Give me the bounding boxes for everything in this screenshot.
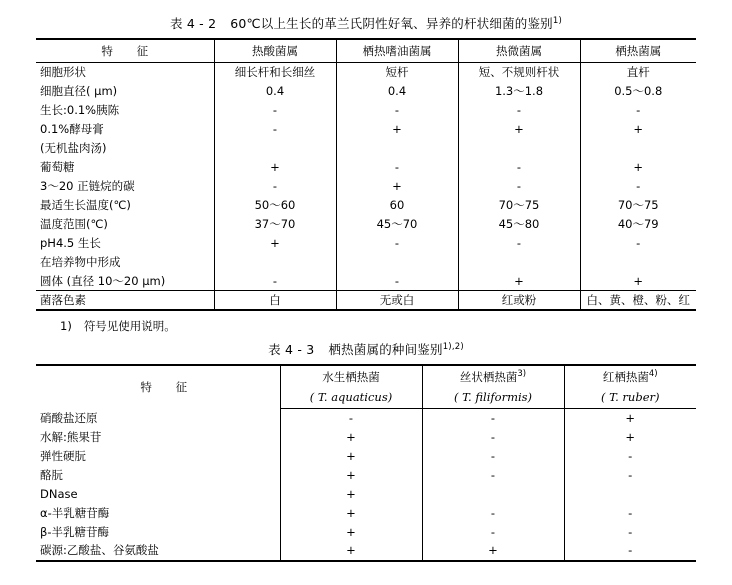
row-feature: 硝酸盐还原	[40, 410, 98, 425]
row-value: -	[336, 158, 458, 177]
table-row	[36, 291, 696, 310]
row-value: -	[280, 409, 422, 428]
row-value: +	[458, 120, 580, 139]
table-4-2-footnote	[60, 318, 176, 334]
row-value: 45～80	[458, 215, 580, 234]
table-4-2-caption-number: 表 4 - 2	[169, 16, 217, 31]
table-row	[36, 504, 696, 523]
row-value: -	[564, 504, 696, 523]
row-feature: 温度范围(℃)	[40, 216, 108, 231]
row-value: +	[580, 272, 696, 291]
row-value: -	[422, 447, 564, 466]
row-value: 白、黄、橙、粉、红	[580, 291, 696, 310]
row-value: 50～60	[214, 196, 336, 215]
row-value: +	[214, 158, 336, 177]
table-row	[36, 177, 696, 196]
table-4-2-block	[36, 14, 696, 311]
column-header-2-latin: ( T. filiformis)	[422, 387, 564, 409]
row-value: +	[214, 234, 336, 253]
column-header-1	[280, 365, 422, 387]
row-feature: (无机盐肉汤)	[40, 140, 107, 155]
row-value: 0.5～0.8	[580, 82, 696, 101]
row-value: -	[336, 101, 458, 120]
column-header-feature: 特 征	[36, 39, 214, 63]
footnote-text: 符号见使用说明。	[83, 319, 176, 333]
row-value: 37～70	[214, 215, 336, 234]
column-header-1-latin: ( T. aquaticus)	[280, 387, 422, 409]
row-value	[458, 253, 580, 272]
row-value: -	[214, 177, 336, 196]
row-value: -	[564, 447, 696, 466]
row-feature: 在培养物中形成	[40, 254, 121, 269]
row-value: -	[214, 120, 336, 139]
row-value: 0.4	[214, 82, 336, 101]
row-value: -	[422, 409, 564, 428]
table-row	[36, 523, 696, 542]
row-value: 70～75	[458, 196, 580, 215]
row-value: +	[564, 409, 696, 428]
column-header-1: 热酸菌属	[214, 39, 336, 63]
row-value: +	[280, 504, 422, 523]
row-feature: α-半乳糖苷酶	[40, 505, 110, 520]
table-4-2-caption-superscript: 1)	[552, 15, 563, 26]
table-4-3-caption-number: 表 4 - 3	[268, 342, 315, 357]
row-value	[564, 485, 696, 504]
table-row	[36, 365, 696, 387]
row-feature: 酪朊	[40, 467, 63, 482]
row-value: -	[458, 158, 580, 177]
row-value	[214, 139, 336, 158]
column-header-4: 栖热菌属	[580, 39, 696, 63]
row-value: -	[336, 272, 458, 291]
row-value	[422, 485, 564, 504]
row-value: -	[422, 428, 564, 447]
row-value: 60	[336, 196, 458, 215]
row-value: 红或粉	[458, 291, 580, 310]
row-feature: 弹性硬朊	[40, 448, 86, 463]
row-feature: DNase	[40, 486, 78, 501]
column-header-2	[422, 365, 564, 387]
table-row	[36, 253, 696, 272]
row-value: -	[422, 504, 564, 523]
row-value: -	[580, 101, 696, 120]
table-4-3-block	[36, 340, 696, 562]
row-value: 无或白	[336, 291, 458, 310]
column-header-feature: 特 征	[36, 365, 280, 409]
column-header-3-label: 红栖热菌	[602, 369, 649, 384]
table-4-2-caption-text: 60℃以上生长的革兰氏阴性好氧、异养的杆状细菌的鉴别	[230, 16, 553, 31]
row-value: +	[280, 485, 422, 504]
row-value: -	[214, 272, 336, 291]
table-row	[36, 466, 696, 485]
row-value: -	[580, 177, 696, 196]
row-feature: 3～20 正链烷的碳	[40, 178, 135, 193]
table-4-3-caption-superscript: 1),2)	[442, 341, 464, 352]
row-value: -	[564, 542, 696, 561]
column-header-1-label: 水生栖热菌	[322, 369, 380, 384]
row-value: +	[580, 158, 696, 177]
row-value	[214, 253, 336, 272]
row-value: 直杆	[580, 63, 696, 82]
table-4-3-caption-text: 栖热菌属的种间鉴别	[328, 342, 443, 357]
row-feature: 0.1%酵母膏	[40, 121, 104, 136]
row-value: +	[458, 272, 580, 291]
table-4-2	[36, 38, 696, 311]
row-value: -	[458, 101, 580, 120]
row-value: 短、不规则杆状	[458, 63, 580, 82]
row-value: 70～75	[580, 196, 696, 215]
row-value	[458, 139, 580, 158]
row-value: +	[280, 447, 422, 466]
row-feature: 生长:0.1%胰陈	[40, 102, 120, 117]
row-value: 45～70	[336, 215, 458, 234]
table-row	[36, 120, 696, 139]
table-row	[36, 447, 696, 466]
row-value: +	[336, 177, 458, 196]
row-value: +	[280, 466, 422, 485]
row-value: +	[564, 428, 696, 447]
table-row	[36, 39, 696, 63]
table-row	[36, 139, 696, 158]
row-value	[336, 253, 458, 272]
table-row	[36, 196, 696, 215]
row-value: +	[280, 428, 422, 447]
row-value: -	[564, 466, 696, 485]
table-row	[36, 158, 696, 177]
row-value: +	[580, 120, 696, 139]
row-feature: 菌落色素	[36, 291, 214, 310]
row-value	[580, 139, 696, 158]
column-header-2-label: 丝状栖热菌	[459, 369, 518, 384]
row-value: -	[422, 466, 564, 485]
row-value: -	[580, 234, 696, 253]
table-row	[36, 234, 696, 253]
column-header-3-sup: 4)	[648, 368, 658, 379]
row-value: -	[214, 101, 336, 120]
table-row	[36, 428, 696, 447]
row-value: -	[458, 177, 580, 196]
row-feature: β-半乳糖苷酶	[40, 524, 109, 539]
footnote-number: 1)	[60, 319, 72, 333]
table-row	[36, 63, 696, 82]
table-row	[36, 485, 696, 504]
row-feature: 细胞形状	[40, 65, 86, 80]
table-4-2-caption	[36, 14, 696, 32]
column-header-2: 栖热嗜油菌属	[336, 39, 458, 63]
row-value: +	[422, 542, 564, 561]
row-value: +	[280, 523, 422, 542]
row-value: -	[336, 234, 458, 253]
row-value	[580, 253, 696, 272]
row-value	[336, 139, 458, 158]
table-4-3-caption	[36, 340, 696, 358]
row-feature: 最适生长温度(℃)	[40, 197, 131, 212]
column-header-2-sup: 3)	[517, 368, 527, 379]
row-feature: 圆体 (直径 10～20 μm)	[36, 272, 214, 291]
row-feature: 水解:熊果苷	[40, 429, 102, 444]
row-value: +	[336, 120, 458, 139]
row-feature: 碳源:乙酸盐、谷氨酸盐	[36, 542, 280, 561]
row-value: 短杆	[336, 63, 458, 82]
table-row	[36, 82, 696, 101]
row-value: 40～79	[580, 215, 696, 234]
row-feature: pH4.5 生长	[40, 235, 101, 250]
table-4-3	[36, 364, 696, 562]
row-value: 1.3～1.8	[458, 82, 580, 101]
column-header-3	[564, 365, 696, 387]
row-feature: 细胞直径( μm)	[40, 83, 118, 98]
table-row	[36, 542, 696, 561]
column-header-3-latin: ( T. ruber)	[564, 387, 696, 409]
row-value: -	[564, 523, 696, 542]
column-header-3: 热微菌属	[458, 39, 580, 63]
row-value: -	[458, 234, 580, 253]
row-value: -	[422, 523, 564, 542]
table-row	[36, 101, 696, 120]
row-value: 0.4	[336, 82, 458, 101]
row-value: 白	[214, 291, 336, 310]
row-value: +	[280, 542, 422, 561]
row-value: 细长杆和长细丝	[214, 63, 336, 82]
row-feature: 葡萄糖	[40, 159, 75, 174]
table-row	[36, 272, 696, 291]
table-row	[36, 409, 696, 428]
table-row	[36, 215, 696, 234]
